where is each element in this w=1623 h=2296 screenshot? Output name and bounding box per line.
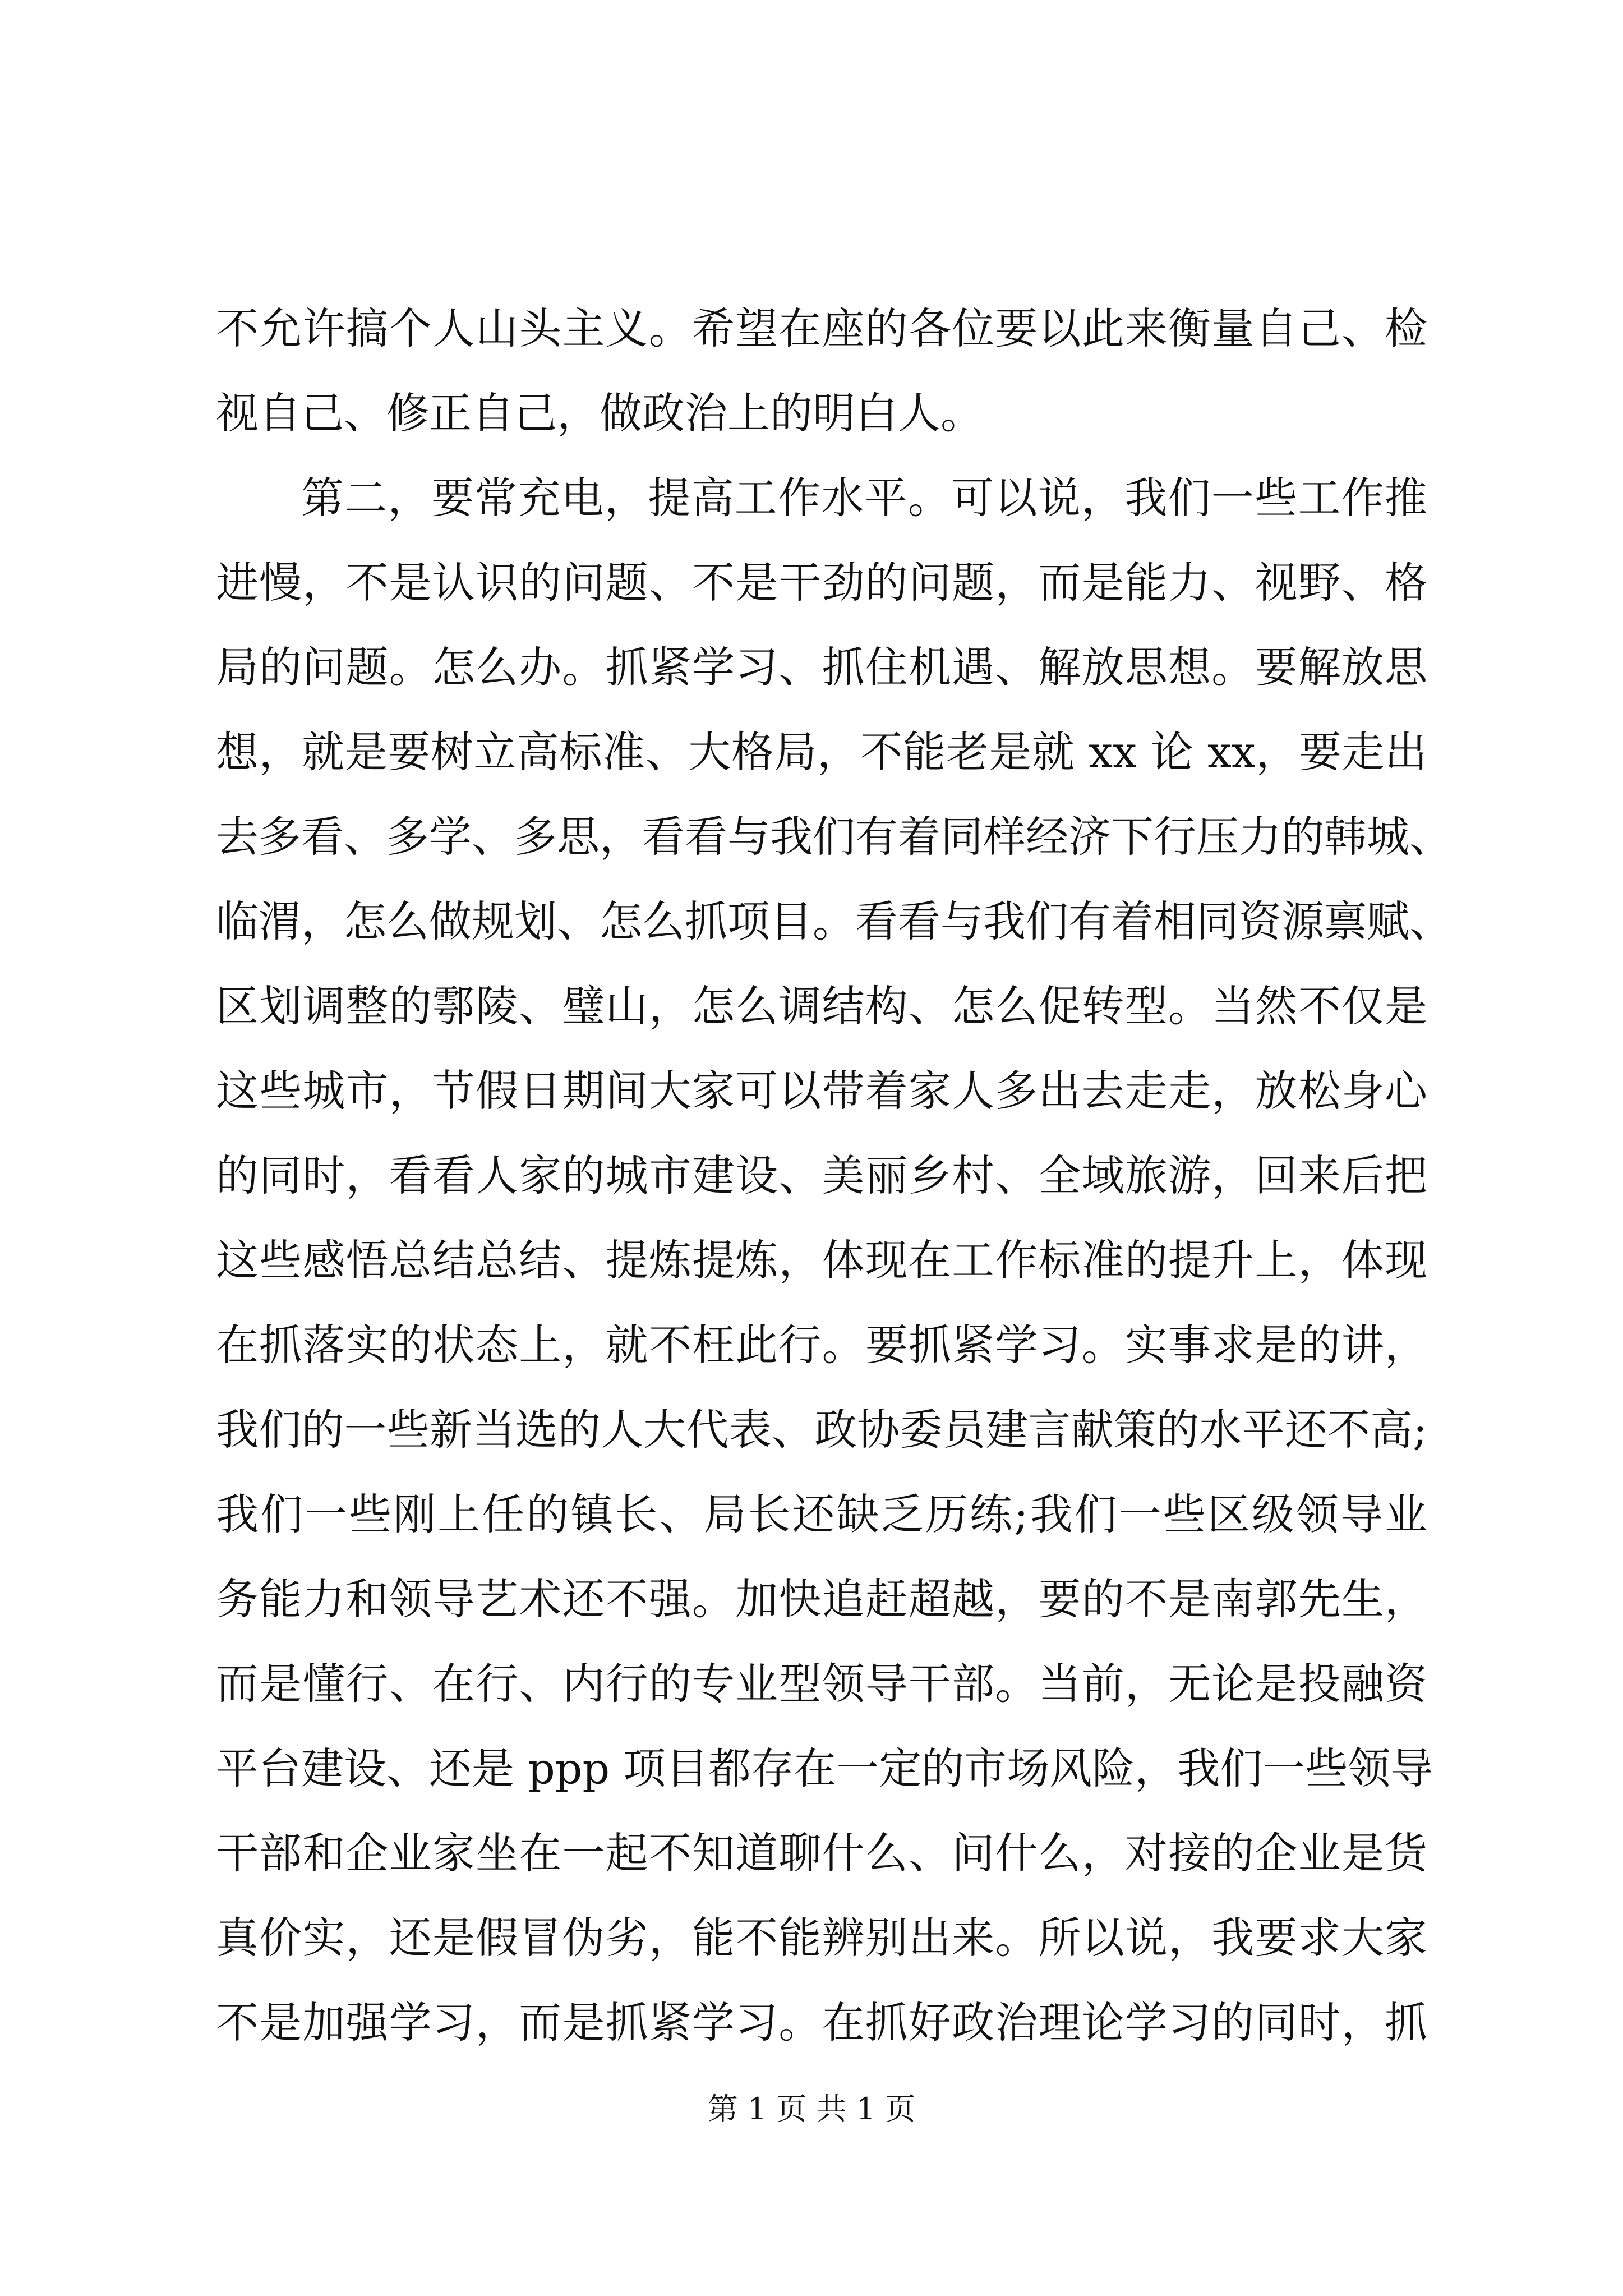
text-line: 区划调整的鄠陵、璧山，怎么调结构、怎么促转型。当然不仅是 (216, 981, 1427, 1031)
text-line: 临渭，怎么做规划、怎么抓项目。看看与我们有着相同资源禀赋、 (216, 896, 1452, 946)
text-line: 想，就是要树立高标准、大格局，不能老是就 xx 论 xx，要走出 (216, 727, 1427, 777)
text-line: 这些城市，节假日期间大家可以带着家人多出去走走，放松身心 (216, 1066, 1427, 1116)
text-line: 视自己、修正自己，做政治上的明白人。 (216, 388, 983, 438)
page-number-footer: 第 1 页 共 1 页 (707, 2091, 916, 2127)
document-body (216, 286, 1452, 2065)
text-line: 我们的一些新当选的人大代表、政协委员建言献策的水平还不高; (216, 1405, 1427, 1455)
text-line: 在抓落实的状态上，就不枉此行。要抓紧学习。实事求是的讲， (216, 1320, 1427, 1370)
text-line: 去多看、多学、多思，看看与我们有着同样经济下行压力的韩城、 (216, 812, 1452, 862)
text-line: 不允许搞个人山头主义。希望在座的各位要以此来衡量自己、检 (216, 303, 1427, 353)
text-line: 干部和企业家坐在一起不知道聊什么、问什么，对接的企业是货 (216, 1828, 1427, 1878)
text-line: 进慢，不是认识的问题、不是干劲的问题，而是能力、视野、格 (216, 558, 1427, 608)
paragraph-first-line: 第二，要常充电，提高工作水平。可以说，我们一些工作推 (301, 473, 1427, 523)
text-line: 平台建设、还是 ppp 项目都存在一定的市场风险，我们一些领导 (216, 1743, 1433, 1793)
text-line: 的同时，看看人家的城市建设、美丽乡村、全域旅游，回来后把 (216, 1151, 1427, 1200)
text-line: 局的问题。怎么办。抓紧学习、抓住机遇、解放思想。要解放思 (216, 642, 1427, 692)
text-line: 不是加强学习，而是抓紧学习。在抓好政治理论学习的同时，抓 (216, 1998, 1427, 2047)
text-line: 务能力和领导艺术还不强。加快追赶超越，要的不是南郭先生， (216, 1574, 1427, 1624)
text-line: 真价实，还是假冒伪劣，能不能辨别出来。所以说，我要求大家 (216, 1913, 1427, 1963)
text-line: 而是懂行、在行、内行的专业型领导干部。当前，无论是投融资 (216, 1659, 1427, 1709)
text-line: 我们一些刚上任的镇长、局长还缺乏历练;我们一些区级领导业 (216, 1489, 1427, 1539)
text-line: 这些感悟总结总结、提炼提炼，体现在工作标准的提升上，体现 (216, 1235, 1427, 1285)
